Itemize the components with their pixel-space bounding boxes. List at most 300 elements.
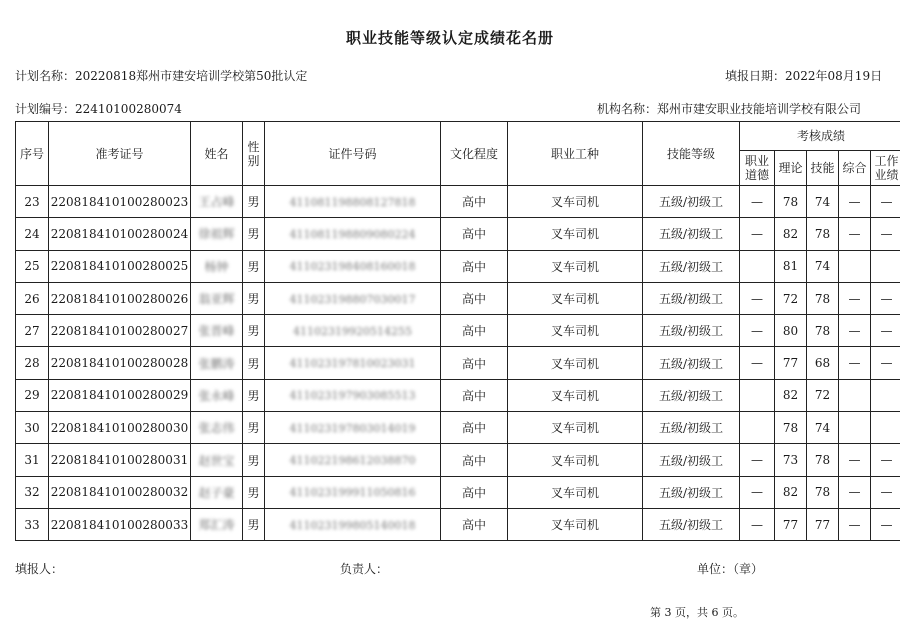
row-name-text: 赵世宝 (198, 453, 235, 468)
row-skill-level (643, 250, 740, 282)
row-performance-score-text: — (880, 485, 893, 500)
row-exam-number (49, 508, 191, 540)
row-job (508, 347, 643, 379)
row-ethics-score-text: — (751, 226, 763, 241)
row-gender-text: 男 (247, 453, 260, 468)
header-skill: 技能 (807, 151, 839, 186)
row-ethics-score-text: — (751, 194, 763, 209)
row-name-text: 王占峰 (198, 195, 235, 210)
row-exam-number (49, 412, 191, 444)
row-exam-number-text: 220818410100280030 (50, 420, 189, 435)
row-skill-score-text: 72 (814, 388, 831, 403)
row-ethics-score-text: — (751, 485, 763, 500)
row-id-number-text: 411081198808127818 (289, 195, 416, 209)
row-id-number-text: 41102319920514255 (293, 324, 412, 338)
row-skill-score-text: 78 (814, 291, 831, 306)
row-theory-score (775, 315, 807, 347)
row-skill-level-text: 五级/初级工 (658, 324, 724, 339)
row-comprehensive-score-text: — (848, 453, 861, 468)
row-theory-score-text: 77 (782, 356, 799, 371)
row-id-number-text: 411023197803014019 (289, 421, 416, 435)
row-job-text: 叉车司机 (550, 485, 599, 500)
row-skill-score-text: 78 (814, 485, 831, 500)
row-skill-score-text: 74 (814, 259, 831, 274)
table-row (16, 250, 900, 282)
row-name-text: 张鹏涛 (198, 356, 235, 371)
row-gender (243, 476, 265, 508)
row-gender (243, 412, 265, 444)
row-exam-number (49, 444, 191, 476)
row-gender (243, 379, 265, 411)
row-theory-score-text: 72 (782, 291, 799, 306)
row-exam-number-text: 220818410100280033 (50, 517, 189, 532)
row-gender-text: 男 (247, 388, 260, 403)
table-row (16, 315, 900, 347)
row-exam-number-text: 220818410100280023 (50, 194, 189, 209)
filler-label: 填报人： (15, 562, 64, 576)
row-performance-score-text: — (880, 291, 893, 306)
row-comprehensive-score (839, 218, 871, 250)
row-name-text: 徐祖辉 (198, 227, 235, 242)
row-education (441, 476, 508, 508)
row-id-number-text: 411022198612038870 (289, 454, 416, 468)
row-seq-text: 32 (24, 485, 40, 500)
row-skill-level-text: 五级/初级工 (658, 259, 724, 274)
row-skill-level (643, 186, 740, 218)
row-comprehensive-score-text: — (848, 485, 861, 500)
row-skill-score-text: 78 (814, 453, 831, 468)
row-ethics-score (740, 476, 775, 508)
table-row (16, 218, 900, 250)
row-comprehensive-score (839, 508, 871, 540)
row-ethics-score-text: — (751, 453, 763, 468)
row-performance-score (871, 412, 900, 444)
row-skill-score-text: 77 (814, 517, 831, 532)
row-education (441, 218, 508, 250)
row-id-number (265, 315, 441, 347)
row-exam-number-text: 220818410100280026 (50, 291, 189, 306)
row-theory-score (775, 379, 807, 411)
row-performance-score-text: — (880, 517, 893, 532)
row-job-text: 叉车司机 (550, 259, 599, 274)
row-name-text: 张晋峰 (198, 324, 235, 339)
row-skill-score-text: 74 (814, 194, 831, 209)
row-name (191, 315, 243, 347)
row-seq-text: 24 (24, 226, 40, 241)
row-skill-score-text: 78 (814, 226, 831, 241)
row-theory-score (775, 412, 807, 444)
row-job (508, 315, 643, 347)
row-name (191, 412, 243, 444)
row-exam-number-text: 220818410100280031 (50, 453, 189, 468)
row-theory-score-text: 78 (782, 194, 799, 209)
row-skill-level-text: 五级/初级工 (658, 356, 724, 371)
table-row (16, 476, 900, 508)
row-skill-score (807, 250, 839, 282)
row-seq-text: 30 (24, 420, 40, 435)
row-seq-text: 26 (24, 291, 40, 306)
row-seq-text: 29 (24, 388, 40, 403)
row-skill-level (643, 412, 740, 444)
row-education-text: 高中 (461, 356, 486, 371)
row-name-text: 赵子豪 (198, 485, 235, 500)
header-ethics: 职业道德 (740, 151, 775, 186)
row-education (441, 282, 508, 314)
row-job (508, 476, 643, 508)
row-skill-level-text: 五级/初级工 (658, 421, 724, 436)
row-exam-number-text: 220818410100280028 (50, 356, 189, 371)
row-job (508, 379, 643, 411)
row-education-text: 高中 (461, 485, 486, 500)
header-scores: 考核成绩 (740, 122, 900, 151)
row-skill-score-text: 74 (814, 420, 831, 435)
row-comprehensive-score-text: — (848, 323, 861, 338)
row-skill-level-text: 五级/初级工 (658, 518, 724, 533)
row-skill-level-text: 五级/初级工 (658, 453, 724, 468)
header-name: 姓名 (191, 122, 243, 186)
row-gender (243, 250, 265, 282)
row-education (441, 508, 508, 540)
row-name (191, 508, 243, 540)
row-seq-text: 27 (24, 323, 40, 338)
row-skill-level-text: 五级/初级工 (658, 485, 724, 500)
row-education (441, 347, 508, 379)
row-exam-number-text: 220818410100280024 (50, 226, 189, 241)
row-ethics-score (740, 444, 775, 476)
row-seq (16, 412, 49, 444)
page-number: 第 3 页，共 6 页。 (650, 606, 744, 619)
header-skill-level: 技能等级 (643, 122, 740, 186)
row-education-text: 高中 (461, 292, 486, 307)
row-job-text: 叉车司机 (550, 195, 599, 210)
row-job (508, 282, 643, 314)
row-id-number (265, 186, 441, 218)
row-skill-score (807, 347, 839, 379)
row-seq (16, 379, 49, 411)
row-exam-number (49, 379, 191, 411)
row-id-number-text: 411023198807030017 (289, 292, 416, 306)
header-job: 职业工种 (508, 122, 643, 186)
row-performance-score (871, 476, 900, 508)
row-exam-number-text: 220818410100280027 (50, 323, 189, 338)
row-id-number (265, 250, 441, 282)
table-row (16, 508, 900, 540)
row-id-number-text: 411023197810023031 (289, 357, 416, 371)
row-id-number (265, 444, 441, 476)
row-comprehensive-score (839, 315, 871, 347)
row-ethics-score (740, 315, 775, 347)
row-theory-score-text: 77 (782, 517, 799, 532)
row-name-text: 翁亚辉 (198, 292, 235, 307)
row-skill-score (807, 218, 839, 250)
plan-name: 计划名称：20220818郑州市建安培训学校第50批认定 (15, 69, 308, 83)
row-gender-text: 男 (247, 421, 260, 436)
responsible-label: 负责人： (340, 562, 389, 576)
row-skill-score (807, 412, 839, 444)
row-seq-text: 28 (24, 356, 40, 371)
table-row (16, 379, 900, 411)
row-theory-score (775, 476, 807, 508)
row-exam-number-text: 220818410100280032 (50, 485, 189, 500)
row-skill-level-text: 五级/初级工 (658, 292, 724, 307)
header-exam-number: 准考证号 (49, 122, 191, 186)
row-job-text: 叉车司机 (550, 292, 599, 307)
row-ethics-score-text: — (751, 356, 763, 371)
row-performance-score (871, 186, 900, 218)
row-skill-score (807, 282, 839, 314)
row-ethics-score (740, 186, 775, 218)
row-theory-score (775, 282, 807, 314)
roster-body (16, 186, 900, 541)
row-comprehensive-score-text: — (848, 226, 861, 241)
row-gender (243, 347, 265, 379)
row-job (508, 412, 643, 444)
row-id-number (265, 412, 441, 444)
row-skill-level (643, 347, 740, 379)
row-id-number (265, 379, 441, 411)
row-job-text: 叉车司机 (550, 421, 599, 436)
row-id-number-text: 411023199805140018 (289, 518, 416, 532)
row-ethics-score (740, 412, 775, 444)
page-title: 职业技能等级认定成绩花名册 (345, 29, 554, 47)
row-name (191, 250, 243, 282)
row-seq (16, 444, 49, 476)
row-id-number-text: 411023197903085513 (289, 389, 416, 403)
row-gender-text: 男 (247, 324, 260, 339)
header-id-number: 证件号码 (265, 122, 441, 186)
header-performance: 工作业绩 (871, 151, 900, 186)
row-skill-level (643, 379, 740, 411)
row-id-number (265, 476, 441, 508)
row-skill-score-text: 78 (814, 323, 831, 338)
row-education-text: 高中 (461, 518, 486, 533)
row-job (508, 218, 643, 250)
row-skill-score (807, 379, 839, 411)
row-name-text: 张永峰 (198, 388, 235, 403)
row-theory-score (775, 347, 807, 379)
row-performance-score-text: — (880, 226, 893, 241)
row-gender (243, 186, 265, 218)
row-gender-text: 男 (247, 518, 260, 533)
row-seq (16, 250, 49, 282)
row-exam-number (49, 186, 191, 218)
row-ethics-score (740, 218, 775, 250)
row-gender-text: 男 (247, 292, 260, 307)
row-name (191, 476, 243, 508)
row-job (508, 250, 643, 282)
row-ethics-score (740, 379, 775, 411)
row-id-number (265, 347, 441, 379)
table-row (16, 347, 900, 379)
row-comprehensive-score-text: — (848, 356, 861, 371)
row-job-text: 叉车司机 (550, 356, 599, 371)
row-seq (16, 508, 49, 540)
row-seq (16, 218, 49, 250)
row-ethics-score-text: — (751, 291, 763, 306)
row-skill-level (643, 476, 740, 508)
row-performance-score-text: — (880, 323, 893, 338)
row-skill-score (807, 476, 839, 508)
unit-label: 单位：（章） (697, 562, 764, 576)
row-ethics-score-text: — (751, 323, 763, 338)
row-gender (243, 315, 265, 347)
row-comprehensive-score (839, 444, 871, 476)
row-skill-level (643, 444, 740, 476)
header-comprehensive: 综合 (839, 151, 871, 186)
row-seq-text: 33 (24, 517, 40, 532)
row-exam-number-text: 220818410100280029 (50, 388, 189, 403)
row-theory-score (775, 508, 807, 540)
row-theory-score-text: 81 (782, 259, 799, 274)
row-skill-score (807, 508, 839, 540)
row-comprehensive-score-text: — (848, 291, 861, 306)
row-education-text: 高中 (461, 388, 486, 403)
row-gender-text: 男 (247, 356, 260, 371)
row-comprehensive-score (839, 347, 871, 379)
roster-table (15, 121, 900, 541)
row-seq (16, 347, 49, 379)
row-comprehensive-score (839, 186, 871, 218)
row-theory-score-text: 78 (782, 420, 799, 435)
row-exam-number (49, 250, 191, 282)
row-ethics-score (740, 508, 775, 540)
table-row (16, 444, 900, 476)
header-seq: 序号 (16, 122, 49, 186)
row-skill-level (643, 282, 740, 314)
row-theory-score (775, 218, 807, 250)
row-comprehensive-score-text: — (848, 517, 861, 532)
row-job-text: 叉车司机 (550, 388, 599, 403)
row-education (441, 250, 508, 282)
row-id-number (265, 508, 441, 540)
row-skill-score-text: 68 (814, 356, 831, 371)
row-education (441, 444, 508, 476)
row-education-text: 高中 (461, 227, 486, 242)
plan-number: 计划编号：22410100280074 (15, 102, 182, 116)
row-comprehensive-score (839, 412, 871, 444)
row-exam-number (49, 347, 191, 379)
row-education (441, 412, 508, 444)
row-theory-score-text: 82 (782, 226, 799, 241)
row-skill-score (807, 315, 839, 347)
row-seq-text: 23 (24, 194, 40, 209)
header-education: 文化程度 (441, 122, 508, 186)
row-performance-score (871, 315, 900, 347)
row-skill-level (643, 218, 740, 250)
row-skill-score (807, 444, 839, 476)
row-theory-score-text: 80 (782, 323, 799, 338)
row-exam-number-text: 220818410100280025 (50, 259, 189, 274)
row-ethics-score (740, 282, 775, 314)
row-performance-score (871, 282, 900, 314)
row-name-text: 郑汇涛 (198, 518, 235, 533)
row-education-text: 高中 (461, 453, 486, 468)
row-exam-number (49, 218, 191, 250)
row-comprehensive-score (839, 282, 871, 314)
report-date: 填报日期：2022年08月19日 (725, 69, 883, 83)
row-comprehensive-score (839, 250, 871, 282)
header-theory: 理论 (775, 151, 807, 186)
row-gender-text: 男 (247, 227, 260, 242)
row-education-text: 高中 (461, 324, 486, 339)
row-name-text: 杨钟 (204, 259, 229, 274)
row-id-number-text: 411081198809080224 (289, 227, 416, 241)
row-performance-score-text: — (880, 453, 893, 468)
row-ethics-score (740, 250, 775, 282)
row-job-text: 叉车司机 (550, 227, 599, 242)
row-performance-score-text: — (880, 356, 893, 371)
table-row (16, 186, 900, 218)
row-job (508, 186, 643, 218)
row-name (191, 218, 243, 250)
row-name (191, 347, 243, 379)
row-performance-score (871, 250, 900, 282)
row-exam-number (49, 476, 191, 508)
row-name (191, 282, 243, 314)
row-education-text: 高中 (461, 259, 486, 274)
row-theory-score-text: 82 (782, 388, 799, 403)
row-ethics-score (740, 347, 775, 379)
row-gender-text: 男 (247, 259, 260, 274)
row-education (441, 379, 508, 411)
row-comprehensive-score (839, 379, 871, 411)
row-id-number-text: 411023198408160018 (289, 260, 416, 274)
row-seq (16, 476, 49, 508)
row-performance-score (871, 218, 900, 250)
row-performance-score-text: — (880, 194, 893, 209)
row-theory-score (775, 250, 807, 282)
row-theory-score-text: 73 (782, 453, 799, 468)
table-row (16, 412, 900, 444)
row-job-text: 叉车司机 (550, 518, 599, 533)
row-gender-text: 男 (247, 195, 260, 210)
row-education (441, 315, 508, 347)
row-seq (16, 315, 49, 347)
row-gender (243, 508, 265, 540)
row-skill-level-text: 五级/初级工 (658, 195, 724, 210)
row-seq-text: 31 (24, 453, 40, 468)
row-name (191, 186, 243, 218)
row-job (508, 508, 643, 540)
row-job (508, 444, 643, 476)
organization-name: 机构名称：郑州市建安职业技能培训学校有限公司 (597, 102, 862, 116)
row-name-text: 张志伟 (198, 421, 235, 436)
row-education (441, 186, 508, 218)
table-row (16, 282, 900, 314)
row-theory-score-text: 82 (782, 485, 799, 500)
row-education-text: 高中 (461, 421, 486, 436)
row-name (191, 444, 243, 476)
row-job-text: 叉车司机 (550, 453, 599, 468)
row-id-number (265, 218, 441, 250)
row-gender (243, 282, 265, 314)
row-seq (16, 186, 49, 218)
row-gender (243, 444, 265, 476)
row-seq-text: 25 (24, 259, 40, 274)
row-id-number-text: 411023199911050816 (289, 486, 416, 500)
row-performance-score (871, 347, 900, 379)
row-exam-number (49, 282, 191, 314)
row-exam-number (49, 315, 191, 347)
row-id-number (265, 282, 441, 314)
row-performance-score (871, 508, 900, 540)
row-comprehensive-score-text: — (848, 194, 861, 209)
row-seq (16, 282, 49, 314)
row-performance-score (871, 379, 900, 411)
row-theory-score (775, 186, 807, 218)
row-skill-level (643, 508, 740, 540)
row-skill-level (643, 315, 740, 347)
